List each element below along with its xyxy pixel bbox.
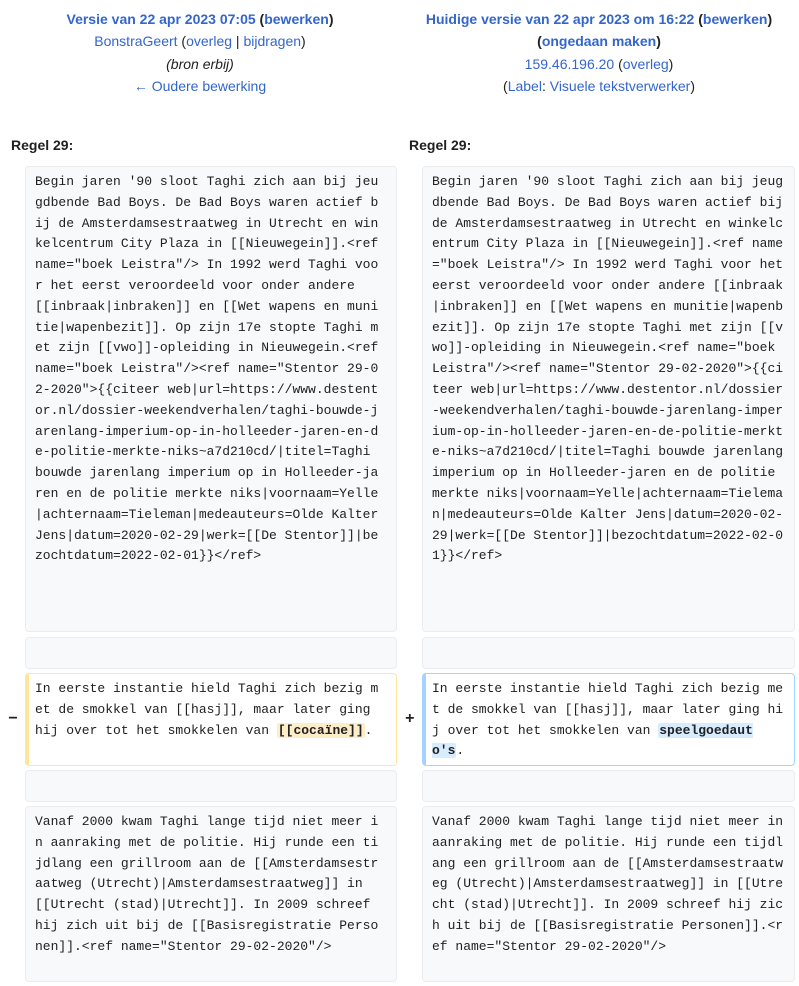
deleted-line-suffix: . (364, 722, 373, 738)
context-paragraph-new-2: Vanaf 2000 kwam Taghi lange tijd niet meer in aanraking met de politie. Hij runde een tijdlang een grillroom aan de [[Amsterdamsestraatweg (Utrecht)|Amsterdamsestraatweg]] in [[Utrecht (stad)|Utrecht]]. In 2009 schreef hij zich uit bij de [[Basisregistratie Personen]].<ref name="Stentor 29-02-2020"/> (422, 806, 795, 982)
old-user-talk-link[interactable]: overleg (186, 33, 233, 50)
addition-marker: + (405, 710, 415, 728)
context-paragraph-new: Begin jaren '90 sloot Taghi zich aan bij jeugdbende Bad Boys. De Bad Boys waren actief bij de Amsterdamsestraatweg in Utrecht en winkelcentrum City Plaza in [[Nieuwegein]].<ref name="boek Leistra"/> In 1992 werd Taghi voor het eerst veroordeeld voor onder andere [[inbraak|inbraken]] en [[Wet wapens en munitie|wapenbezit]]. Op zijn 17e stopte Taghi met zijn [[vwo]]-opleiding in Nieuwegein.<ref name="boek Leistra"/><ref name="Stentor 29-02-2020">{{citeer web|url=https://www.destentor.nl/dossier-weekendverhalen/taghi-bouwde-jarenlang-imperium-op-in-holleeder-jaren-en-de-politie-merkte-niks~a7d210cd/|titel=Taghi bouwde jarenlang imperium op in Holleeder-jaren en de politie merkte niks|voornaam=Yelle|achternaam=Tieleman|medeauteurs=Olde Kalter Jens|datum=2020-02-29|werk=[[De Stentor]]|bezochtdatum=2022-02-01}}</ref> (422, 166, 795, 632)
older-edit-link[interactable]: ← Oudere bewerking (133, 77, 267, 94)
undo-link[interactable]: ongedaan maken (541, 33, 657, 50)
new-revision-link[interactable]: Huidige versie van 22 apr 2023 om 16:22 (425, 11, 695, 27)
new-ip-talk-link[interactable]: overleg (622, 55, 669, 72)
old-user-link[interactable]: BonstraGeert (94, 33, 178, 50)
context-paragraph-old: Begin jaren '90 sloot Taghi zich aan bij jeugdbende Bad Boys. De Bad Boys waren actief bij de Amsterdamsestraatweg in Utrecht en winkelcentrum City Plaza in [[Nieuwegein]].<ref name="boek Leistra"/> In 1992 werd Taghi voor het eerst veroordeeld voor onder andere [[inbraak|inbraken]] en [[Wet wapens en munitie|wapenbezit]]. Op zijn 17e stopte Taghi met zijn [[vwo]]-opleiding in Nieuwegein.<ref name="boek Leistra"/><ref name="Stentor 29-02-2020">{{citeer web|url=https://www.destentor.nl/dossier-weekendverhalen/taghi-bouwde-jarenlang-imperium-op-in-holleeder-jaren-en-de-politie-merkte-niks~a7d210cd/|titel=Taghi bouwde jarenlang imperium op in Holleeder-jaren en de politie merkte niks|voornaam=Yelle|achternaam=Tieleman|medeauteurs=Olde Kalter Jens|datum=2020-02-29|werk=[[De Stentor]]|bezochtdatum=2022-02-01}}</ref> (25, 166, 397, 632)
new-edit-link[interactable]: bewerken (702, 11, 768, 27)
deleted-line (25, 673, 397, 766)
old-user-contribs-link[interactable]: bijdragen (243, 33, 302, 50)
new-revision-header: Huidige versie van 22 apr 2023 om 16:22 (bewerken) (ongedaan maken) 159.46.196.20 (overleg) (Label: Visuele tekstverwerker) (425, 11, 773, 94)
added-word: speelgoedauto's (432, 722, 753, 759)
tag-value-link[interactable]: Visuele tekstverwerker (549, 77, 691, 94)
empty-context-new (422, 637, 795, 669)
new-ip-link[interactable]: 159.46.196.20 (524, 55, 615, 72)
empty-context-old-2 (25, 770, 397, 802)
added-line (422, 673, 795, 766)
new-line-number: Regel 29: (409, 137, 472, 153)
old-revision-link[interactable]: Versie van 22 apr 2023 07:05 (66, 11, 256, 27)
old-line-number: Regel 29: (11, 137, 74, 153)
added-line-text: In eerste instantie hield Taghi zich bezig met de smokkel van [[hasj]], maar later ging hij over tot het smokkelen van (432, 681, 784, 738)
old-edit-summary: (bron erbij) (166, 55, 234, 72)
empty-context-new-2 (422, 770, 795, 802)
added-line-suffix: . (456, 743, 465, 759)
deletion-marker: − (8, 710, 18, 728)
old-edit-link[interactable]: bewerken (264, 11, 329, 27)
empty-context-old (25, 637, 397, 669)
deleted-word: [[cocaïne]] (277, 722, 364, 738)
context-paragraph-old-2: Vanaf 2000 kwam Taghi lange tijd niet meer in aanraking met de politie. Hij runde een tijdlang een grillroom aan de [[Amsterdamsestraatweg (Utrecht)|Amsterdamsestraatweg]] in [[Utrecht (stad)|Utrecht]]. In 2009 schreef hij zich uit bij de [[Basisregistratie Personen]].<ref name="Stentor 29-02-2020"/> (25, 806, 397, 982)
tag-label-link[interactable]: Label (507, 77, 542, 94)
old-revision-header: Versie van 22 apr 2023 07:05 (bewerken) BonstraGeert (overleg | bijdragen) (bron erbij) ← Oudere bewerking (66, 11, 334, 94)
deleted-line-text: In eerste instantie hield Taghi zich bezig met de smokkel van [[hasj]], maar later ging hij over tot het smokkelen van (35, 681, 379, 738)
